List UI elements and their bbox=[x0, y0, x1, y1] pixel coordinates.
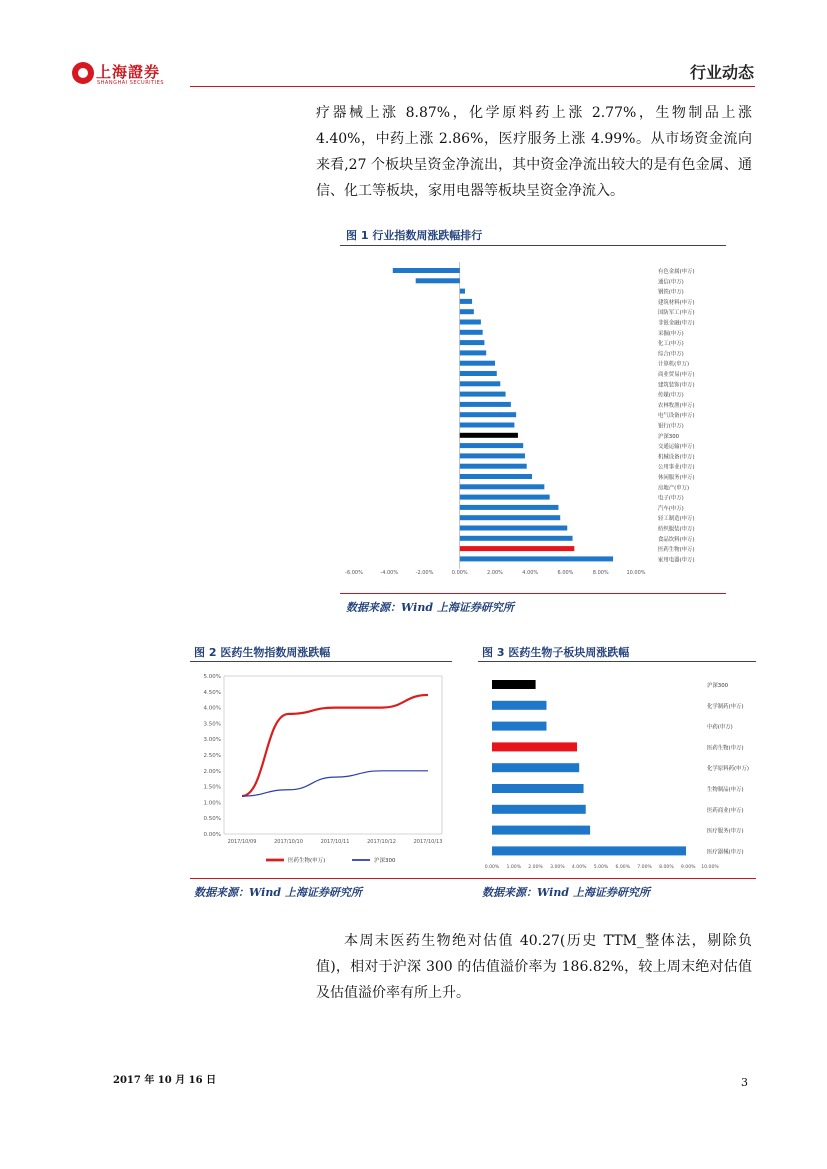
fig1-category-label: 电子(申万) bbox=[658, 495, 684, 502]
fig2-x-tick-label: 2017/10/11 bbox=[320, 839, 350, 845]
fig1-x-tick-label: 0.00% bbox=[451, 570, 468, 576]
fig3-category-label: 化学制药(申万) bbox=[707, 703, 744, 710]
fig2-legend-label: 沪深300 bbox=[374, 858, 396, 864]
fig2-title: 图 2 医药生物指数周涨跌幅 bbox=[194, 646, 331, 659]
fig1-x-tick-label: 6.00% bbox=[557, 570, 574, 576]
fig1-category-label: 有色金属(申万) bbox=[658, 269, 695, 275]
fig1-category-label: 采掘(申万) bbox=[658, 330, 684, 337]
fig1-bar bbox=[460, 350, 486, 355]
fig1-bottom-rule bbox=[340, 593, 726, 594]
fig2-y-tick-label: 0.50% bbox=[203, 816, 221, 823]
fig3-category-label: 医药商业(申万) bbox=[707, 807, 744, 814]
fig3-category-label: 生物制品(申万) bbox=[707, 787, 744, 793]
fig3-bar bbox=[492, 846, 686, 855]
fig2-series-line bbox=[242, 695, 428, 796]
fig1-category-label: 通信(申万) bbox=[658, 279, 684, 286]
fig2-y-tick-label: 0.00% bbox=[203, 832, 221, 838]
fig1-category-label: 食品饮料(申万) bbox=[658, 536, 695, 543]
fig1-category-label: 电气设备(申万) bbox=[658, 413, 695, 420]
fig3-title: 图 3 医药生物子板块周涨跌幅 bbox=[482, 646, 630, 659]
fig1-bar bbox=[460, 402, 511, 407]
fig3-category-label: 医疗服务(申万) bbox=[707, 828, 744, 835]
fig2-3-bottom-rule bbox=[190, 878, 756, 879]
fig2-y-tick-label: 1.00% bbox=[203, 800, 221, 807]
fig3-x-tick-label: 1.00% bbox=[506, 865, 522, 870]
fig1-bar bbox=[460, 289, 465, 294]
fig1-category-label: 综合(申万) bbox=[658, 351, 684, 358]
fig3-category-label: 医药生物(申万) bbox=[707, 745, 744, 752]
fig1-category-label: 机械设备(申万) bbox=[658, 454, 695, 461]
fig1-category-label: 农林牧渔(申万) bbox=[658, 402, 695, 409]
fig3-category-label: 化学原料药(申万) bbox=[707, 766, 749, 773]
fig1-bar bbox=[460, 515, 560, 520]
fig2-x-tick-label: 2017/10/12 bbox=[367, 839, 396, 845]
fig1-category-label: 房地产(申万) bbox=[658, 485, 690, 492]
fig1-bar bbox=[460, 340, 485, 345]
fig1-bar bbox=[416, 278, 460, 283]
fig1-category-label: 钢铁(申万) bbox=[658, 289, 684, 296]
fig1-category-label: 沪深300 bbox=[658, 433, 680, 440]
company-logo-subtext: SHANGHAI SECURITIES bbox=[97, 80, 165, 86]
fig1-source: 数据来源：Wind 上海证券研究所 bbox=[346, 601, 514, 614]
fig2-y-tick-label: 4.50% bbox=[203, 689, 221, 696]
fig1-category-label: 计算机(申万) bbox=[658, 361, 690, 368]
fig1-chart bbox=[340, 258, 726, 580]
fig1-category-label: 银行(申万) bbox=[658, 423, 684, 430]
fig3-x-tick-label: 6.00% bbox=[615, 865, 631, 870]
fig1-x-tick-label: 4.00% bbox=[522, 570, 539, 576]
fig1-bar bbox=[460, 556, 613, 561]
fig1-bar bbox=[460, 392, 506, 397]
fig3-source: 数据来源：Wind 上海证券研究所 bbox=[482, 886, 650, 899]
fig3-x-tick-label: 5.00% bbox=[593, 865, 609, 870]
fig3-bar bbox=[492, 722, 547, 731]
valuation-text: 本周末医药生物绝对估值 40.27(历史 TTM_整体法，剔除负值)，相对于沪深 300 的估值溢价率为 186.82%，较上周末绝对估值及估值溢价率有所上升。 bbox=[316, 933, 752, 1001]
fig2-source: 数据来源：Wind 上海证券研究所 bbox=[194, 886, 362, 899]
fig3-bar bbox=[492, 701, 547, 710]
fig1-category-label: 医药生物(申万) bbox=[658, 547, 695, 554]
company-logo-text: 上海證券 bbox=[96, 63, 161, 81]
fig1-bar bbox=[393, 268, 460, 273]
fig3-bar bbox=[492, 826, 590, 835]
fig1-bar bbox=[460, 526, 568, 531]
fig3-category-label: 医疗器械(申万) bbox=[707, 849, 744, 856]
header-divider bbox=[190, 86, 755, 87]
fig2-y-tick-label: 5.00% bbox=[203, 674, 221, 680]
fig1-category-label: 汽车(申万) bbox=[658, 505, 684, 512]
fig2-x-tick-label: 2017/10/09 bbox=[227, 839, 257, 845]
fig1-category-label: 建筑装饰(申万) bbox=[658, 382, 695, 389]
fig1-x-tick-label: 2.00% bbox=[487, 570, 503, 576]
fig1-bar bbox=[460, 330, 483, 335]
fig3-category-label: 中药(申万) bbox=[707, 724, 733, 731]
fig1-bar bbox=[460, 309, 474, 314]
fig1-bar bbox=[460, 423, 515, 428]
fig3-x-tick-label: 3.00% bbox=[550, 865, 565, 870]
fig1-category-label: 传媒(申万) bbox=[658, 392, 684, 399]
fig1-x-tick-label: -6.00% bbox=[345, 570, 363, 576]
fig1-title: 图 1 行业指数周涨跌幅排行 bbox=[346, 229, 483, 242]
company-logo-icon bbox=[72, 62, 94, 84]
fig2-y-tick-label: 3.50% bbox=[203, 721, 221, 728]
fig1-bar bbox=[460, 505, 559, 510]
fig1-bar bbox=[460, 371, 497, 376]
fig2-chart bbox=[190, 668, 452, 874]
fig2-y-tick-label: 3.00% bbox=[203, 737, 221, 744]
fig1-bar bbox=[460, 381, 501, 386]
fig1-category-label: 家用电器(申万) bbox=[658, 557, 695, 564]
fig1-bar bbox=[460, 464, 527, 469]
fig1-bar bbox=[460, 443, 523, 448]
fig1-category-label: 轻工制造(申万) bbox=[658, 516, 695, 523]
fig1-x-tick-label: -4.00% bbox=[380, 570, 399, 576]
fig3-bar bbox=[492, 680, 536, 689]
valuation-paragraph bbox=[316, 928, 752, 1006]
fig1-bar bbox=[460, 495, 550, 500]
fig3-x-tick-label: 8.00% bbox=[659, 865, 674, 870]
fig3-bar bbox=[492, 784, 584, 793]
fig1-bar bbox=[460, 361, 495, 366]
fig2-y-tick-label: 4.00% bbox=[203, 705, 221, 712]
fig1-bar bbox=[460, 453, 525, 458]
fig1-bar bbox=[460, 320, 481, 325]
fig2-x-tick-label: 2017/10/10 bbox=[274, 839, 303, 845]
fig1-category-label: 交通运输(申万) bbox=[658, 444, 695, 451]
fig1-x-tick-label: -2.00% bbox=[415, 570, 434, 576]
fig2-legend-label: 医药生物(申万) bbox=[288, 858, 326, 864]
fig3-bar bbox=[492, 742, 577, 751]
fig3-x-tick-label: 7.00% bbox=[637, 865, 652, 870]
fig3-bar bbox=[492, 805, 586, 814]
fig1-category-label: 建筑材料(申万) bbox=[658, 299, 695, 306]
fig1-category-label: 国防军工(申万) bbox=[658, 310, 695, 317]
fig1-category-label: 化工(申万) bbox=[658, 341, 684, 348]
page-number: 3 bbox=[741, 1076, 748, 1089]
fig1-bar bbox=[460, 474, 532, 479]
fig1-bar bbox=[460, 536, 573, 541]
fig3-top-rule bbox=[478, 661, 756, 662]
fig1-category-label: 休闲服务(申万) bbox=[658, 475, 695, 481]
fig2-x-tick-label: 2017/10/13 bbox=[413, 839, 443, 845]
fig3-x-tick-label: 2.00% bbox=[528, 865, 543, 870]
fig1-category-label: 公用事业(申万) bbox=[658, 464, 695, 471]
intro-text: 疗器械上涨 8.87%，化学原料药上涨 2.77%，生物制品上涨 4.40%，中药上涨 2.86%，医疗服务上涨 4.99%。从市场资金流向来看,27 个板块呈资金净流出，其中资金净流出较大的是有色金属、通信、化工等板块，家用电器等板块呈资金净流入。 bbox=[316, 105, 752, 199]
footer-date: 2017 年 10 月 16 日 bbox=[113, 1075, 217, 1086]
fig2-y-tick-label: 2.50% bbox=[203, 753, 221, 759]
fig3-x-tick-label: 4.00% bbox=[571, 865, 587, 870]
fig3-x-tick-label: 9.00% bbox=[680, 865, 696, 870]
fig1-x-tick-label: 8.00% bbox=[592, 570, 609, 576]
intro-paragraph bbox=[316, 100, 752, 204]
report-section-title: 行业动态 bbox=[689, 63, 754, 82]
fig3-category-label: 沪深300 bbox=[707, 683, 729, 689]
fig1-x-tick-label: 10.00% bbox=[626, 570, 646, 576]
fig1-top-rule bbox=[340, 245, 726, 246]
fig2-top-rule bbox=[190, 661, 452, 662]
fig1-category-label: 商业贸易(申万) bbox=[658, 372, 695, 378]
fig1-bar bbox=[460, 546, 575, 551]
fig2-y-tick-label: 2.00% bbox=[203, 768, 221, 775]
fig2-y-tick-label: 1.50% bbox=[203, 784, 221, 791]
fig1-bar bbox=[460, 299, 472, 304]
fig1-bar bbox=[460, 412, 516, 417]
fig3-bar bbox=[492, 763, 579, 772]
fig3-x-tick-label: 0.00% bbox=[484, 865, 500, 870]
fig1-bar bbox=[460, 484, 545, 489]
fig3-x-tick-label: 10.00% bbox=[701, 865, 719, 870]
fig1-category-label: 非银金融(申万) bbox=[658, 320, 695, 327]
fig1-bar bbox=[460, 433, 518, 438]
fig2-series-line bbox=[242, 771, 428, 796]
fig3-chart bbox=[478, 668, 756, 874]
fig1-category-label: 纺织服装(申万) bbox=[658, 526, 695, 533]
